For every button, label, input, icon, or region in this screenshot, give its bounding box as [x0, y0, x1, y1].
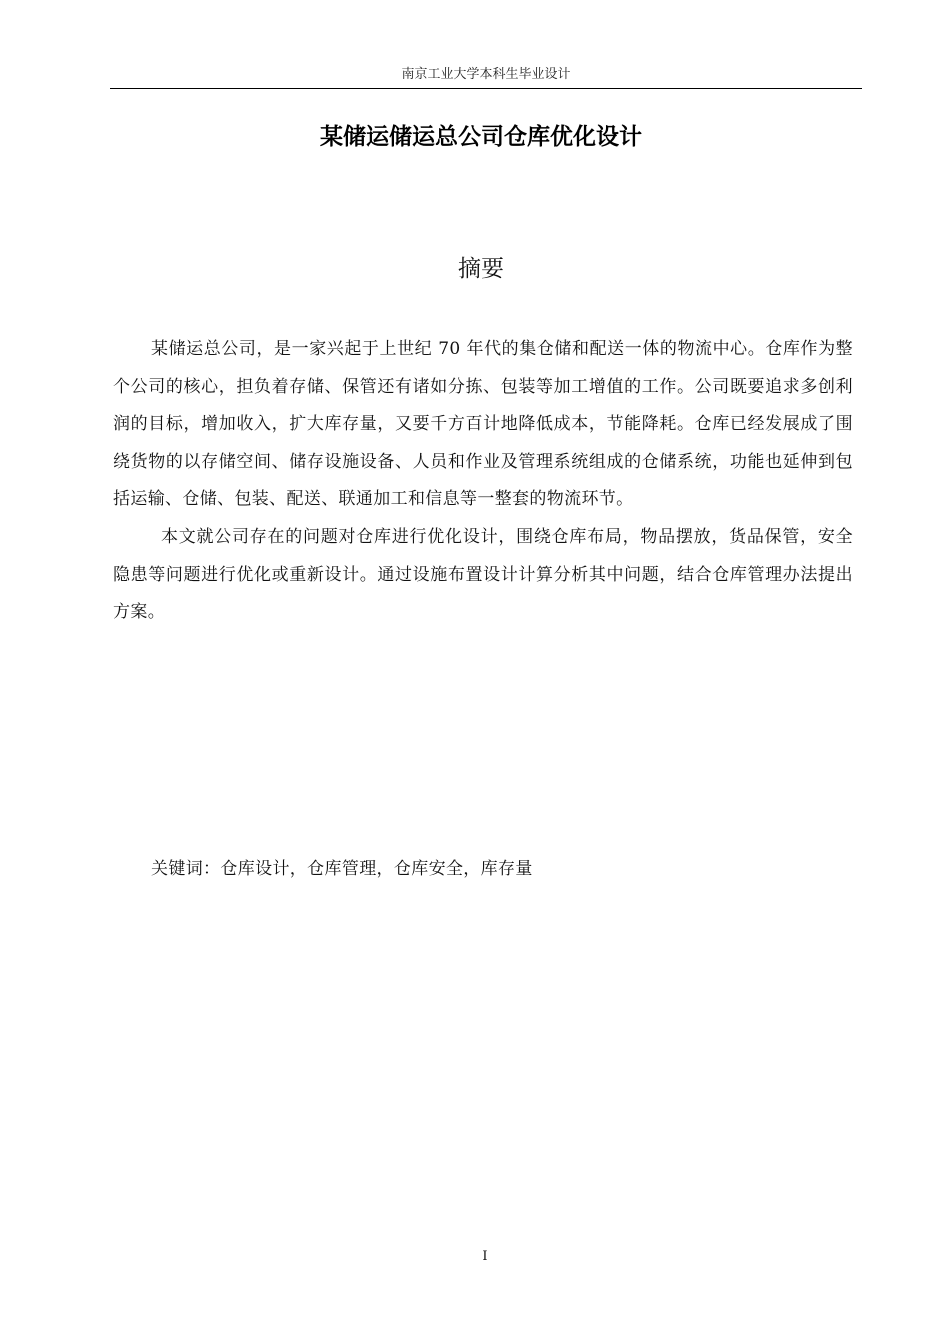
- header-divider: [110, 88, 862, 89]
- page-number: I: [482, 1249, 488, 1264]
- document-title: 某储运储运总公司仓库优化设计: [320, 123, 642, 150]
- abstract-paragraph-1: 某储运总公司，是一家兴起于上世纪 70 年代的集仓储和配送一体的物流中心。仓库作为整个公司的核心，担负着存储、保管还有诸如分拣、包装等加工增值的工作。公司既要追求多创利润的目标，增加收入，扩大库存量，又要千方百计地降低成本，节能降耗。仓库已经发展成了围绕货物的以存储空间、储存设施设备、人员和作业及管理系统组成的仓储系统，功能也延伸到包括运输、仓储、包装、配送、联通加工和信息等一整套的物流环节。: [113, 339, 853, 510]
- abstract-paragraph-2: 本文就公司存在的问题对仓库进行优化设计，围绕仓库布局，物品摆放，货品保管，安全隐患等问题进行优化或重新设计。通过设施布置设计计算分析其中问题，结合仓库管理办法提出方案。: [113, 526, 853, 623]
- running-header: 南京工业大学本科生毕业设计: [401, 67, 571, 82]
- abstract-heading: 摘要: [458, 256, 504, 282]
- keywords-line: 关键词：仓库设计，仓库管理，仓库安全，库存量: [151, 859, 533, 879]
- abstract-body: [113, 331, 853, 632]
